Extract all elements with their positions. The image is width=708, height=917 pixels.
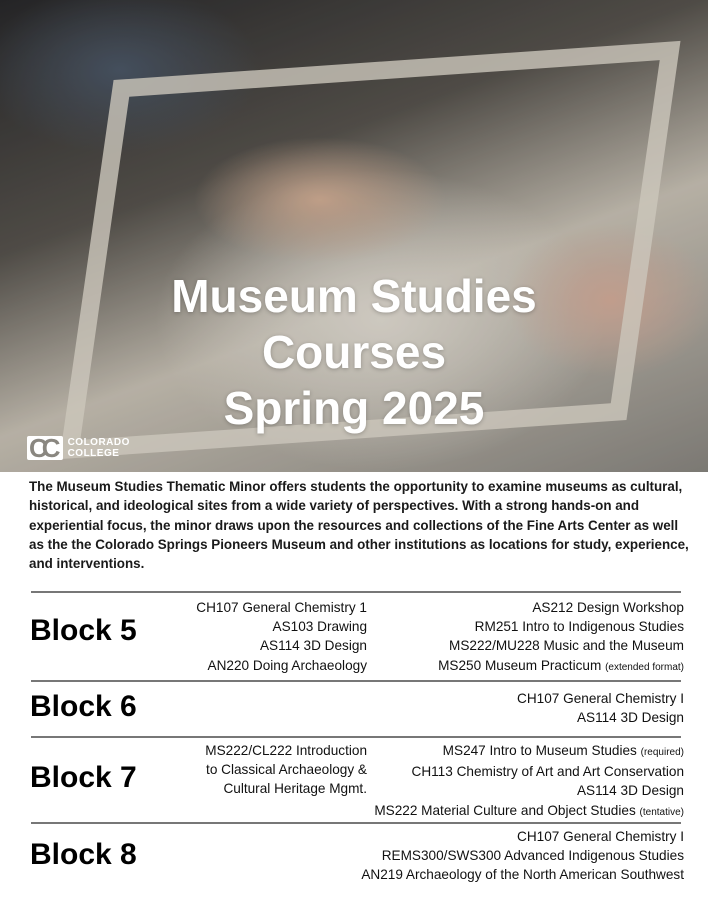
course-list-right: [517, 689, 684, 727]
course-list-right: [438, 598, 684, 677]
course-item: [361, 846, 684, 865]
course-title: CH107 General Chemistry I: [517, 829, 684, 844]
course-item: to Classical Archaeology &: [206, 762, 367, 778]
page-title: Museum Studies Courses Spring 2025: [171, 270, 537, 434]
course-item: AS103 Drawing: [272, 619, 367, 635]
course-item: [361, 865, 684, 884]
course-note: (required): [640, 747, 684, 758]
course-item: [517, 708, 684, 727]
course-item: [374, 762, 684, 781]
course-item: [438, 598, 684, 617]
block-label: Block 7: [30, 761, 137, 794]
course-title: REMS300/SWS300 Advanced Indigenous Studies: [381, 848, 684, 864]
course-title: AN219 Archaeology of the North American Southwest: [361, 867, 684, 883]
course-list-left: [196, 598, 367, 675]
course-item: [374, 781, 684, 800]
course-title: CH107 General Chemistry I: [517, 691, 684, 706]
course-item: AS114 3D Design: [259, 638, 367, 654]
course-item: MS222/CL222 Introduction: [205, 743, 367, 758]
course-item: Cultural Heritage Mgmt.: [223, 781, 367, 797]
course-title: MS247 Intro to Museum Studies: [442, 743, 637, 758]
course-title: RM251 Intro to Indigenous Studies: [474, 619, 684, 635]
course-title: MS250 Museum Practicum: [438, 657, 602, 673]
course-title: AS114 3D Design: [576, 710, 684, 726]
colorado-college-logo: CC COLORADO COLLEGE: [29, 433, 130, 463]
course-item: [361, 827, 684, 846]
course-item: AN220 Doing Archaeology: [207, 657, 367, 673]
divider: [31, 736, 681, 738]
course-note: (extended format): [605, 661, 684, 673]
course-list-right: [361, 827, 684, 885]
course-item: [438, 617, 684, 636]
course-title: MS222/MU228 Music and the Museum: [449, 638, 684, 654]
course-item: [438, 636, 684, 655]
course-item: [438, 656, 684, 677]
course-item: [374, 801, 684, 822]
course-list-right: [374, 741, 684, 822]
course-note: (tentative): [639, 806, 684, 818]
course-item: [517, 689, 684, 708]
divider: [31, 680, 681, 682]
block-label: Block 6: [30, 690, 137, 723]
divider: [31, 591, 681, 593]
block-label: Block 5: [30, 614, 137, 647]
course-item: CH107 General Chemistry 1: [196, 600, 367, 615]
intro-paragraph: The Museum Studies Thematic Minor offers students the opportunity to examine museums as cultural, historical, and ideological sites from a wide variety of perspectives. With a strong hands-on and experiential focus, the minor draws upon the resources and collections of the Fine Arts Center as well as the the Colorado Springs Pioneers Museum and other institutions as locations for study, experience, and interventions.: [29, 479, 689, 572]
course-title: AS114 3D Design: [576, 783, 684, 799]
course-title: MS222 Material Culture and Object Studies: [374, 802, 636, 818]
course-list-left: [205, 741, 367, 799]
block-label: Block 8: [30, 838, 137, 871]
course-title: AS212 Design Workshop: [532, 600, 684, 615]
divider: [31, 822, 681, 824]
course-title: CH113 Chemistry of Art and Art Conservation: [411, 764, 684, 780]
course-item: [374, 741, 684, 762]
